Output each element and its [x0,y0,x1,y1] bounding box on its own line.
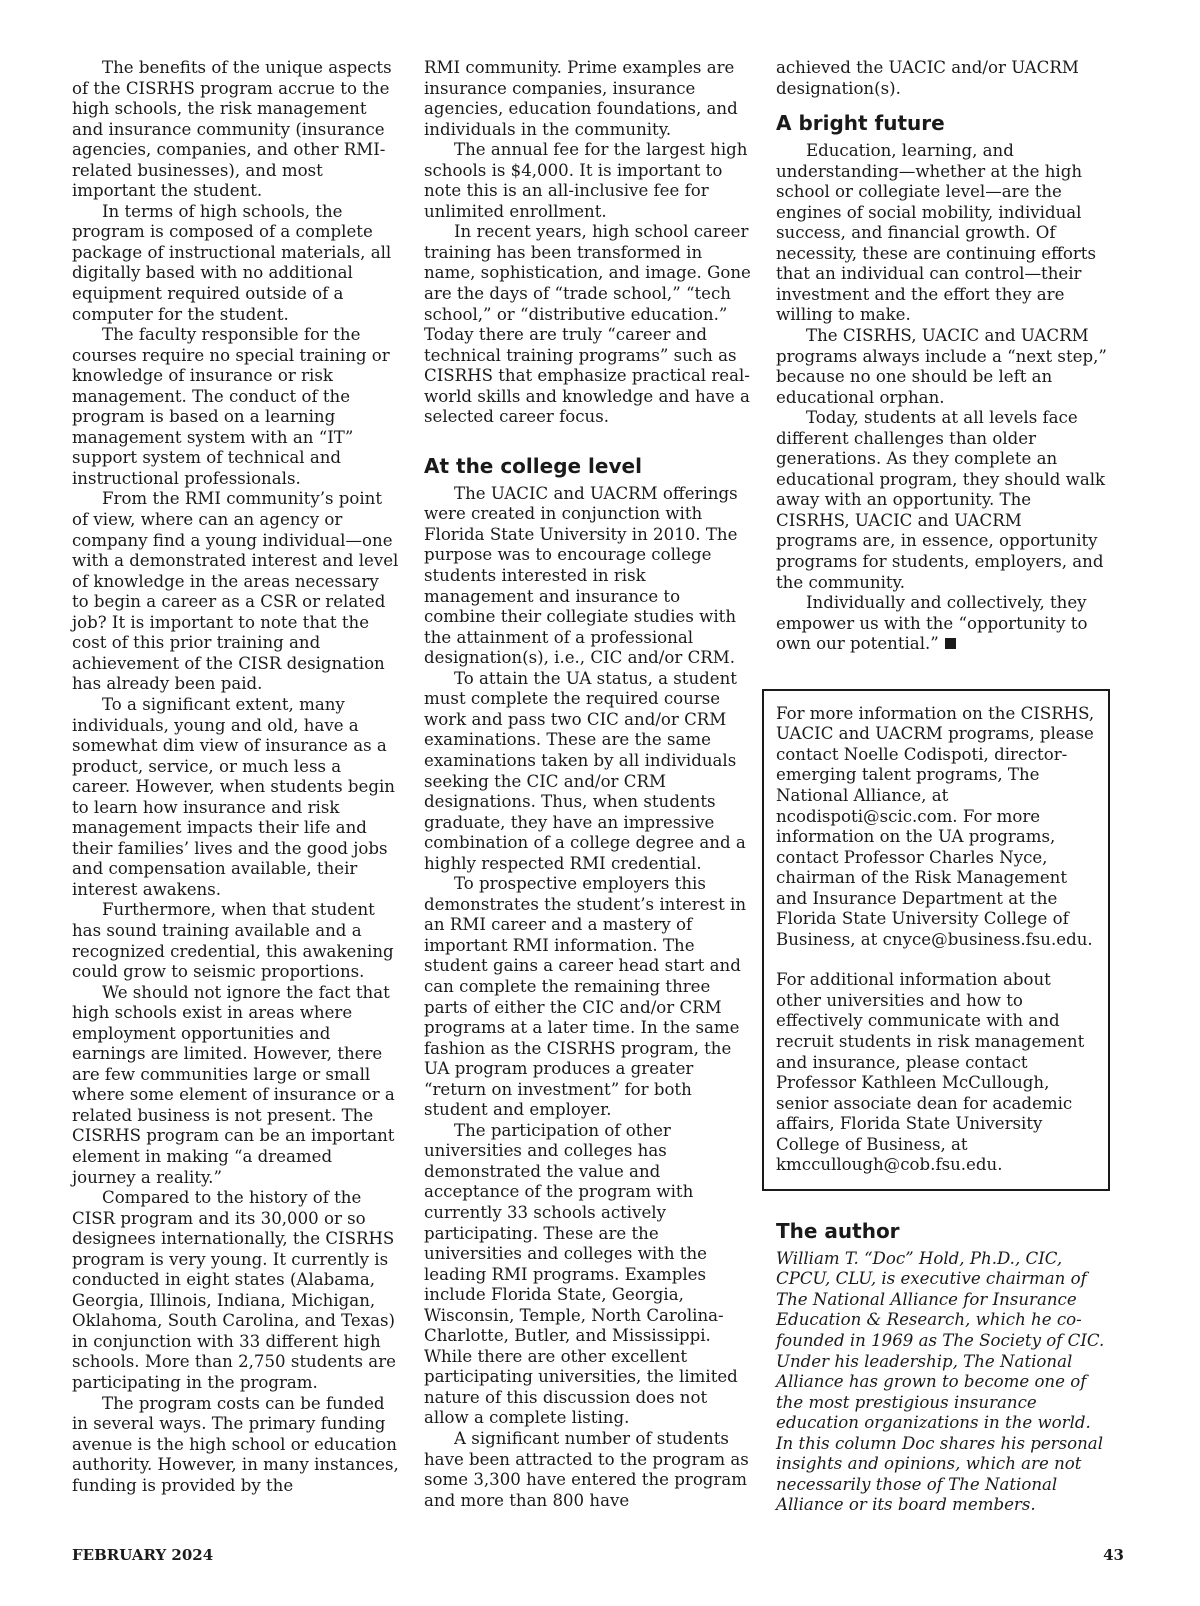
paragraph: The annual fee for the largest high schools is $4,000. It is important to note this is an all-inclusive fee for unlimited enrollment. [424,140,748,221]
page-number: 43 [1103,1546,1124,1564]
paragraph: From the RMI community’s point of view, where can an agency or company find a young individual—one with a demonstrated interest and level of knowledge in the areas necessary to begin a career as a CSR or related job? It is important to note that the cost of this prior training and achievement of the CISR designation has already been paid. [72,489,399,694]
closing-text: Individually and collectively, they empower us with the “opportunity to own our potential.” [776,593,1088,654]
paragraph: Furthermore, when that student has sound training available and a recognized credential, this awakening could grow to seismic proportions. [72,900,394,982]
closing-paragraph [776,593,1108,655]
paragraph: The faculty responsible for the courses require no special training or knowledge of insurance or risk management. The conduct of the program is based on a learning management system with an “IT” support system of technical and instructional professionals. [72,325,390,488]
paragraph: The benefits of the unique aspects of the CISRHS program accrue to the high schools, the risk management and insurance community (insurance agencies, companies, and other RMI-related businesses), and most important the student. [72,58,392,201]
footer-date: FEBRUARY 2024 [72,1546,214,1564]
paragraph: To a significant extent, many individuals, young and old, have a somewhat dim view of insurance as a product, service, or much less a career. However, when students begin to learn how insurance and risk management impacts their life and their families’ lives and the good jobs and compensation available, their interest awakens. [72,694,395,899]
author-section [776,1219,1108,1516]
section-heading-college: At the college level [424,453,642,478]
end-mark-icon [945,638,956,649]
info-paragraph: For additional information about other universities and how to effectively communicate with and recruit students in risk management and insurance, please contact Professor Kathleen McCullough, senior associate dean for academic affairs, Florida State University College of Business, at kmccullough@cob.fsu.edu. [776,970,1085,1175]
paragraph: achieved the UACIC and/or UACRM designation(s). [776,58,1079,98]
column-2 [424,58,752,1511]
info-paragraph: For more information on the CISRHS, UACIC and UACRM programs, please contact Noelle Codispoti, director-emerging talent programs, The National Alliance, at ncodispoti@scic.com. For more information on the UA programs, contact Professor Charles Nyce, chairman of the Risk Management and Insurance Department at the Florida State University College of Business, at cnyce@business.fsu.edu. [776,703,1095,949]
paragraph: Compared to the history of the CISR program and its 30,000 or so designees internationally, the CISRHS program is very young. It currently is conducted in eight states (Alabama, Georgia, Illinois, Indiana, Michigan, Oklahoma, South Carolina, and Texas) in conjunction with 33 different high schools. More than 2,750 students are participating in the program. [72,1188,396,1392]
section-heading-bright-future: A bright future [776,111,945,136]
paragraph: In terms of high schools, the program is composed of a complete package of instructional materials, all digitally based with no additional equipment required outside of a computer for the student. [72,201,392,324]
paragraph: The UACIC and UACRM offerings were created in conjunction with Florida State University in 2010. The purpose was to encourage college students interested in risk management and insurance to combine their collegiate studies with the attainment of a professional designation(s), i.e., CIC and/or CRM. [424,483,738,668]
column-3 [776,58,1108,1516]
paragraph: The CISRHS, UACIC and UACRM programs always include a “next step,” because no one should be left an educational orphan. [776,326,1107,407]
paragraph: A significant number of students have been attracted to the program as some 3,300 have entered the program and more than 800 have [424,1429,749,1510]
paragraph: We should not ignore the fact that high schools exist in areas where employment opportunities and earnings are limited. However, there are few communities large or small where some element of insurance or a related business is not present. The CISRHS program can be an important element in making “a dreamed journey a reality.” [72,982,395,1187]
paragraph: Education, learning, and understanding—whether at the high school or collegiate level—are the engines of social mobility, individual success, and financial growth. Of necessity, these are continuing efforts that an individual can control—their investment and the effort they are willing to make. [776,141,1096,325]
column-1 [72,58,400,1496]
paragraph: To attain the UA status, a student must complete the required course work and pass two CIC and/or CRM examinations. These are the same examinations taken by all individuals seeking the CIC and/or CRM designations. Thus, when students graduate, they have an impressive combination of a college degree and a highly respected RMI credential. [424,668,746,873]
paragraph: The program costs can be funded in several ways. The primary funding avenue is the high school or education authority. However, in many instances, funding is provided by the [72,1393,399,1495]
author-heading: The author [776,1218,900,1243]
paragraph: In recent years, high school career training has been transformed in name, sophistication, and image. Gone are the days of “trade school,” “tech school,” or “distributive education.” Today there are truly “career and technical training programs” such as CISRHS that emphasize practical real-world skills and knowledge and have a selected career focus. [424,222,751,427]
author-bio: William T. “Doc” Hold, Ph.D., CIC, CPCU, CLU, is executive chairman of The National Alliance for Insurance Education & Research, which he co-founded in 1969 as The Society of CIC. Under his leadership, The National Alliance has grown to become one of the most prestigious insurance education organizations in the world. In this column Doc shares his personal insights and opinions, which are not necessarily those of The National Alliance or its board members. [776,1248,1105,1515]
info-box [762,689,1110,1191]
paragraph: The participation of other universities and colleges has demonstrated the value and acceptance of the program with currently 33 schools actively participating. These are the universities and colleges with the leading RMI programs. Examples include Florida State, Georgia, Wisconsin, Temple, North Carolina-Charlotte, Butler, and Mississippi. While there are other excellent participating universities, the limited nature of this discussion does not allow a complete listing. [424,1120,738,1428]
paragraph: Today, students at all levels face different challenges than older generations. As they complete an educational program, they should walk away with an opportunity. The CISRHS, UACIC and UACRM programs are, in essence, opportunity programs for students, employers, and the community. [776,408,1106,592]
paragraph: To prospective employers this demonstrates the student’s interest in an RMI career and a mastery of important RMI information. The student gains a career head start and can complete the remaining three parts of either the CIC and/or CRM programs at a later time. In the same fashion as the CISRHS program, the UA program produces a greater “return on investment” for both student and employer. [424,874,747,1120]
paragraph: RMI community. Prime examples are insurance companies, insurance agencies, education foundations, and individuals in the community. [424,58,738,139]
